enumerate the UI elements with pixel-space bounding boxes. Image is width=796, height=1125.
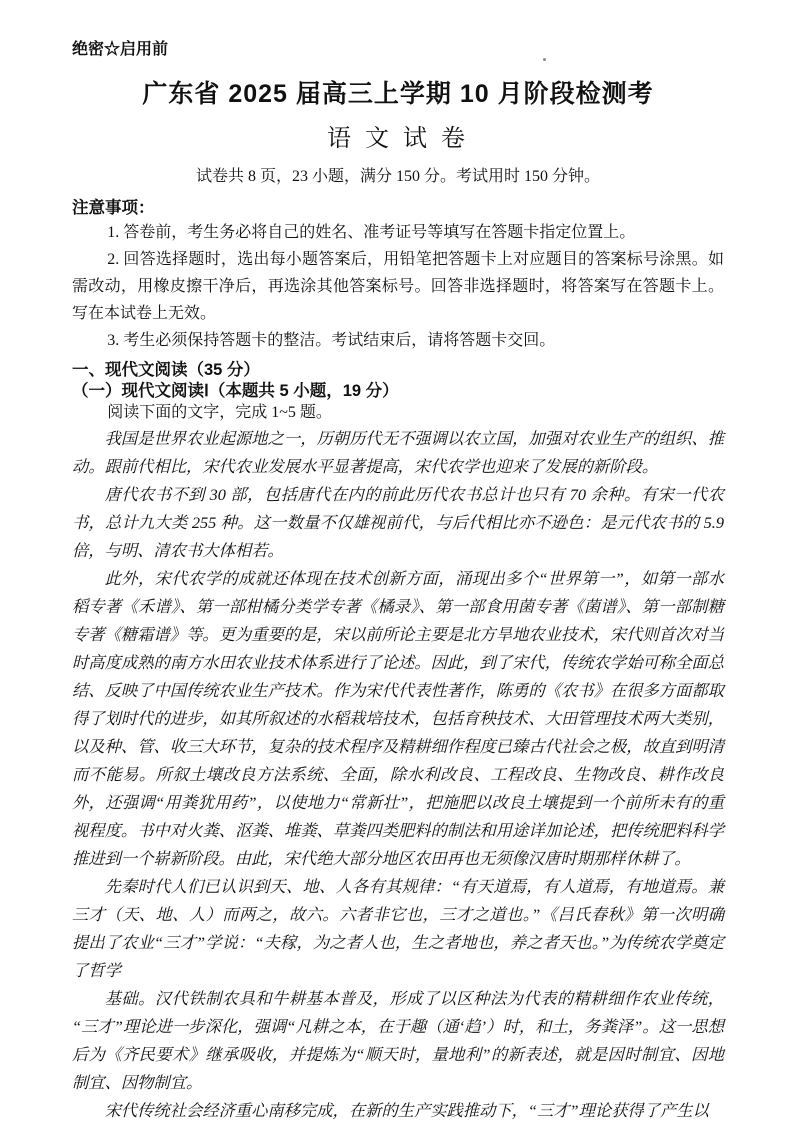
reading-instruction: 阅读下面的文字，完成 1~5 题。	[107, 404, 332, 421]
passage-paragraph-4: 先秦时代人们已认识到天、地、人各有其规律：“有天道焉，有人道焉，有地道焉。兼三才（天、地、人）而两之，故六。六者非它也，三才之道也。”《吕氏春秋》第一次明确提出了农业“三才”学说：“夫稼，为之者人也，生之者地也，养之者天也。”为传统农学奠定了哲学	[72, 877, 724, 980]
passage-paragraph-1: 我国是世界农业起源地之一，历朝历代无不强调以农立国，加强对农业生产的组织、推动。跟前代相比，宋代农业发展水平显著提高，宋代农学也迎来了发展的新阶段。	[72, 429, 724, 476]
notice-item-3: 3. 考生必须保持答题卡的整洁。考试结束后，请将答题卡交回。	[107, 332, 556, 349]
notice-item-1: 1. 答卷前，考生务必将自己的姓名、准考证号等填写在答题卡指定位置上。	[107, 224, 636, 241]
reading-passage	[72, 425, 724, 1125]
section-heading-modern-reading: 一、现代文阅读（35 分）	[72, 361, 260, 379]
subject-title: 语 文 试 卷	[327, 126, 469, 152]
passage-paragraph-2: 唐代农书不到 30 部，包括唐代在内的前此历代农书总计也只有 70 余种。有宋一代农书，总计九大类 255 种。这一数量不仅雄视前代，与后代相比亦不逊色：是元代农书的 5.9 倍，与明、清农书大体相若。	[72, 485, 724, 560]
exam-title: 广东省 2025 届高三上学期 10 月阶段检测考	[142, 80, 654, 108]
passage-paragraph-6: 宋代传统社会经济重心南移完成，在新的生产实践推动下，“三才”理论获得了产生以	[104, 1101, 709, 1120]
notice-heading: 注意事项：	[72, 199, 155, 217]
security-classification-label: 绝密☆启用前	[72, 41, 169, 58]
notice-item-2: 2. 回答选择题时，选出每小题答案后，用铅笔把答题卡上对应题目的答案标号涂黑。如需改动，用橡皮擦干净后，再选涂其他答案标号。回答非选择题时，将答案写在答题卡上。写在本试卷上无效。	[72, 251, 724, 322]
subsection-heading-reading-one: （一）现代文阅读Ⅰ（本题共 5 小题，19 分）	[72, 382, 399, 400]
exam-info-line: 试卷共 8 页，23 小题，满分 150 分。考试用时 150 分钟。	[195, 168, 600, 185]
passage-paragraph-5: 基础。汉代铁制农具和牛耕基本普及，形成了以区种法为代表的精耕细作农业传统，“三才”理论进一步深化，强调“凡耕之本，在于趣（通‘趋’）时，和土，务粪泽”。这一思想后为《齐民要术》继承吸收，并提炼为“顺天时，量地利”的新表述，就是因时制宜、因地制宜、因物制宜。	[72, 989, 724, 1092]
notice-list	[72, 219, 724, 354]
scan-artifact-dot	[543, 58, 546, 61]
passage-paragraph-3: 此外，宋代农学的成就还体现在技术创新方面，涌现出多个“世界第一”，如第一部水稻专著《禾谱》、第一部柑橘分类学专著《橘录》、第一部食用菌专著《菌谱》、第一部制糖专著《糖霜谱》等。更为重要的是，宋以前所论主要是北方旱地农业技术，宋代则首次对当时高度成熟的南方水田农业技术体系进行了论述。因此，到了宋代，传统农学始可称全面总结、反映了中国传统农业生产技术。作为宋代代表性著作，陈勇的《农书》在很多方面都取得了划时代的进步，如其所叙述的水稻栽培技术，包括育秧技术、大田管理技术两大类别，以及种、管、收三大环节，复杂的技术程序及精耕细作程度已臻古代社会之极，故直到明清而不能易。所叙土壤改良方法系统、全面，除水利改良、工程改良、生物改良、耕作改良外，还强调“用粪犹用药”，以使地力“常新壮”，把施肥以改良土壤提到一个前所未有的重视程度。书中对火粪、沤粪、堆粪、草粪四类肥料的制法和用途详加论述，把传统肥料科学推进到一个崭新阶段。由此，宋代绝大部分地区农田再也无须像汉唐时期那样休耕了。	[72, 569, 724, 868]
